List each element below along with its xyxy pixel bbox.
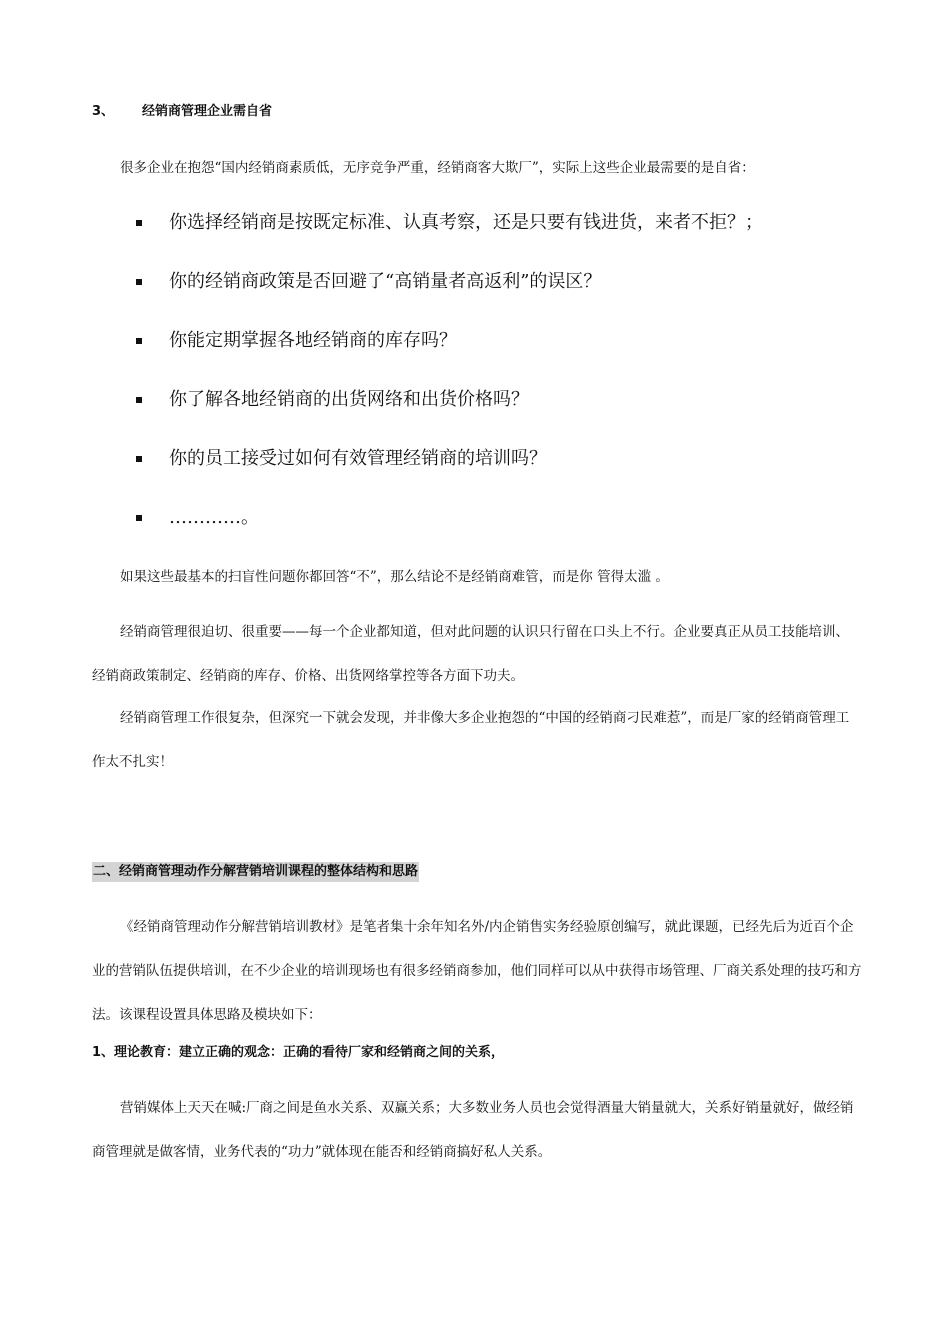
conclusion-paragraph: 如果这些最基本的扫盲性问题你都回答“不”，那么结论不是经销商难管，而是你 管得太滥 。 [120, 569, 669, 585]
list-item-text: 你了解各地经销商的出货网络和出货价格吗？ [169, 389, 529, 410]
course-paragraph: 《经销商管理动作分解营销培训教材》是笔者集十余年知名外/内企销售实务经验原创编写，就此课题，已经先后为近百个企业的营销队伍提供培训，在不少企业的培训现场也有很多经销商参加，他们同样可以从中获得市场管理、厂商关系处理的技巧和方法。该课程设置具体思路及模块如下： [92, 919, 862, 1023]
media-paragraph: 营销媒体上天天在喊:厂商之间是鱼水关系、双赢关系；大多数业务人员也会觉得酒量大销量就大，关系好销量就好，做经销商管理就是做客情，业务代表的“功力”就体现在能否和经销商搞好私人关系。 [92, 1100, 854, 1160]
complexity-paragraph: 经销商管理工作很复杂，但深究一下就会发现，并非像大多企业抱怨的“中国的经销商刁民难惹”，而是厂家的经销商管理工作太不扎实！ [92, 710, 850, 770]
list-item-text: 你能定期掌握各地经销商的库存吗？ [169, 330, 457, 351]
list-item [132, 311, 852, 370]
square-bullet-icon [136, 338, 142, 344]
list-item [132, 429, 852, 488]
list-item [132, 193, 852, 252]
self-check-list [132, 193, 852, 547]
subsection-one-heading: 1、理论教育：建立正确的观念：正确的看待厂家和经销商之间的关系， [92, 1045, 505, 1060]
list-item-text: 你选择经销商是按既定标准、认真考察，还是只要有钱进货，来者不拒？； [169, 212, 763, 233]
square-bullet-icon [136, 456, 142, 462]
section-two-heading: 二、经销商管理动作分解营销培训课程的整体结构和思路 [92, 862, 419, 882]
urgency-paragraph: 经销商管理很迫切、很重要——每一个企业都知道，但对此问题的认识只行留在口头上不行。企业要真正从员工技能培训、经销商政策制定、经销商的库存、价格、出货网络掌控等各方面下功夫。 [92, 624, 849, 684]
section-3-number: 3、 [92, 104, 115, 119]
square-bullet-icon [136, 220, 142, 226]
list-item [132, 370, 852, 429]
list-item-text: 你的员工接受过如何有效管理经销商的培训吗？ [169, 448, 547, 469]
list-item-text: 你的经销商政策是否回避了“高销量者高返利”的误区？ [169, 271, 602, 292]
section-3-title: 经销商管理企业需自省 [142, 104, 273, 119]
list-item-text: …………。 [169, 507, 259, 528]
square-bullet-icon [136, 515, 142, 521]
square-bullet-icon [136, 279, 142, 285]
intro-paragraph: 很多企业在抱怨“国内经销商素质低，无序竞争严重，经销商客大欺厂”，实际上这些企业最需要的是自省： [120, 160, 755, 176]
section-3-heading [92, 102, 272, 122]
square-bullet-icon [136, 397, 142, 403]
list-item [132, 252, 852, 311]
list-item [132, 488, 852, 547]
